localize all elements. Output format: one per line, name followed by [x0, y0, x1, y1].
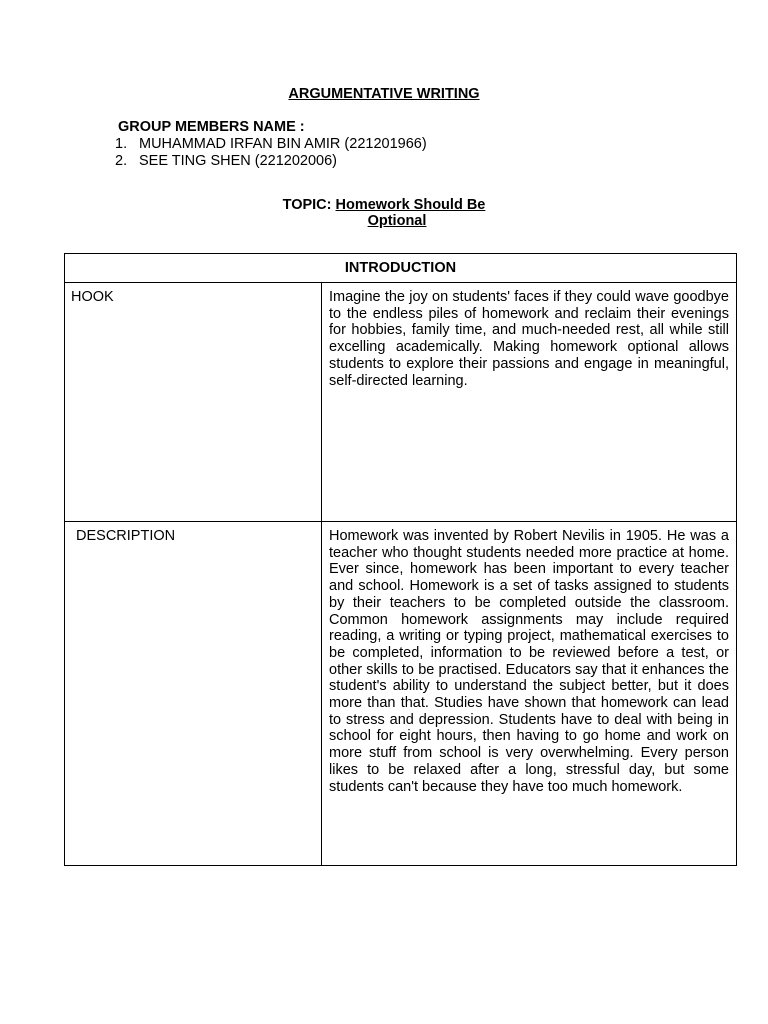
group-members-heading: GROUP MEMBERS NAME :	[118, 119, 305, 135]
topic-value-continued: Optional	[367, 213, 427, 229]
row-text-description: Homework was invented by Robert Nevilis in 1905. He was a teacher who thought students needed more practice at home. Ever since, homework has been important to every teacher and school. Homework is a set of tasks assigned to students by their teachers to be completed outside the classroom. Common homework assignments may include required reading, a writing or typing project, mathematical exercises to be completed, information to be reviewed before a test, or other skills to be practised. Educators say that it enhances the student's ability to understand the subject better, but it does more than that. Studies have shown that homework can lead to stress and depression. Students have to deal with being in school for eight hours, then having to go home and work on more stuff from school is very overwhelming. Every person likes to be relaxed after a long, stressful day, but some students can't because they have too much homework.	[322, 522, 737, 866]
topic-label: TOPIC:	[282, 197, 332, 213]
member-item	[115, 153, 427, 170]
row-label-description: DESCRIPTION	[65, 522, 322, 866]
table-row	[65, 283, 737, 522]
member-name: SEE TING SHEN (221202006)	[139, 153, 337, 169]
member-item	[115, 136, 427, 153]
group-members-list	[115, 136, 427, 170]
introduction-table	[64, 253, 737, 866]
member-name: MUHAMMAD IRFAN BIN AMIR (221201966)	[139, 136, 427, 152]
row-label-hook: HOOK	[65, 283, 322, 522]
row-text-hook: Imagine the joy on students' faces if they could wave goodbye to the endless piles of homework and reclaim their evenings for hobbies, family time, and much-needed rest, all while still excelling academically. Making homework optional allows students to explore their passions and engage in meaningful, self-directed learning.	[322, 283, 737, 522]
topic-value: Homework Should Be	[335, 197, 486, 213]
member-number: 1.	[115, 136, 128, 152]
member-number: 2.	[115, 153, 128, 169]
table-header-row	[65, 254, 737, 283]
table-row	[65, 522, 737, 866]
topic-block	[0, 197, 768, 229]
document-title: ARGUMENTATIVE WRITING	[288, 86, 480, 102]
table-header: INTRODUCTION	[65, 254, 737, 283]
topic-line	[0, 197, 768, 213]
